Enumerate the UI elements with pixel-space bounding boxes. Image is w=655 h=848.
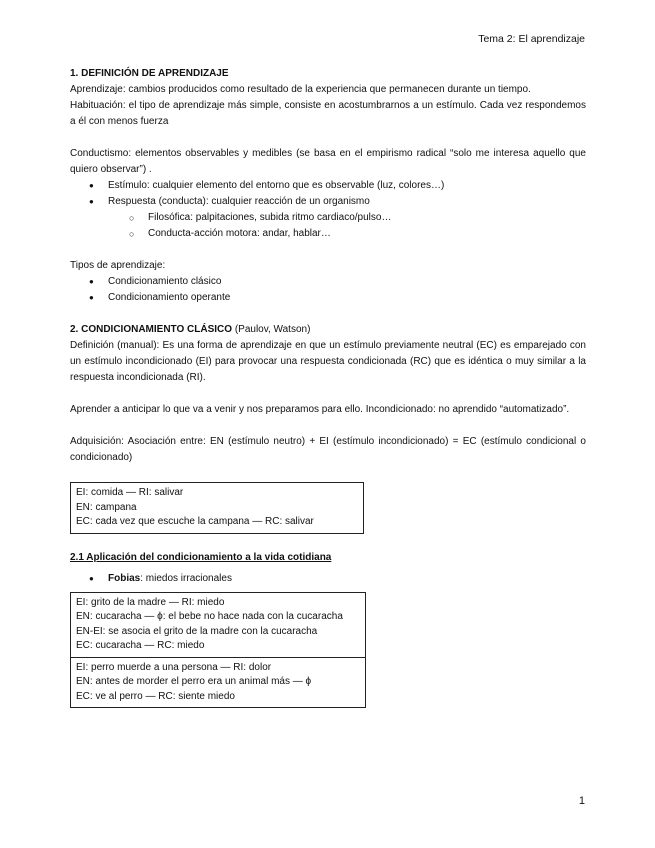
box-line: EC: cada vez que escuche la campana — RC: salivar [76,516,314,527]
example-box-comida [70,482,364,534]
list-item: ● Respuesta (conducta): cualquier reacción de un organismo [70,194,586,210]
habituacion-paragraph: Habituación: el tipo de aprendizaje más simple, consiste en acostumbrarnos a un estímulo. Cada vez respondemos a él con menos fuerza [70,100,586,127]
list-item [70,571,586,587]
section-2-authors: (Paulov, Watson) [232,324,311,335]
conductismo-list [70,178,586,210]
list-item: ● Condicionamiento clásico [70,274,586,290]
section-2-title: 2. CONDICIONAMIENTO CLÁSICO [70,324,233,335]
box-line: EN: cucaracha — ϕ: el bebe no hace nada con la cucaracha [76,611,343,622]
list-item: ○ Filosófica: palpitaciones, subida ritmo cardiaco/pulso… [70,210,586,226]
box-line: EN: antes de morder el perro era un animal más — ϕ [76,676,312,687]
anticipar-paragraph: Aprender a anticipar lo que va a venir y nos preparamos para ello. Incondicionado: no aprendido “automatizado”. [70,404,570,415]
example-box-perro [71,657,365,708]
aprendizaje-definition: Aprendizaje: cambios producidos como resultado de la experiencia que permanecen durante un tiempo. [70,84,531,95]
fobias-list [70,571,586,587]
example-box-cucaracha [71,593,365,657]
section-1-heading: 1. DEFINICIÓN DE APRENDIZAJE [70,68,229,79]
box-line: EI: comida — RI: salivar [76,487,184,498]
box-line: EC: cucaracha — RC: miedo [76,640,205,651]
definicion-paragraph: Definición (manual): Es una forma de aprendizaje en que un estímulo previamente neutral (EC) es emparejado con un estímulo incondicionado (EI) para provocar una respuesta condicionada (RC) que es idéntica o muy similar a la respuesta incondicionada (RI). [70,340,586,383]
section-2-1-heading: 2.1 Aplicación del condicionamiento a la vida cotidiana [70,551,332,563]
fobias-example-boxes [70,592,366,709]
section-2-heading [70,322,586,338]
conductismo-paragraph: Conductismo: elementos observables y medibles (se basa en el empirismo radical “solo me interesa aquello que quiero observar”) . [70,148,586,175]
list-item: ● Condicionamiento operante [70,290,586,306]
page-number: 1 [578,795,585,807]
fobias-term: Fobias [108,572,141,584]
document-body [70,66,586,708]
list-item: ○ Conducta-acción motora: andar, hablar… [70,226,586,242]
box-line: EI: perro muerde a una persona — RI: dolor [76,661,272,673]
page-header: Tema 2: El aprendizaje [478,33,585,45]
box-line: EI: grito de la madre — RI: miedo [76,596,225,608]
box-line: EN: campana [76,501,137,513]
adquisicion-paragraph: Adquisición: Asociación entre: EN (estímulo neutro) + EI (estímulo incondicionado) = EC (estímulo condicional o condicionado) [70,436,586,463]
tipos-label: Tipos de aprendizaje: [70,260,166,271]
box-line: EC: ve al perro — RC: siente miedo [76,690,235,702]
respuesta-sublist [70,210,586,242]
fobias-description: : miedos irracionales [140,572,232,584]
box-line: EN-EI: se asocia el grito de la madre con la cucaracha [76,625,318,637]
list-item: ● Estímulo: cualquier elemento del entorno que es observable (luz, colores…) [70,178,586,194]
tipos-list [70,274,586,306]
